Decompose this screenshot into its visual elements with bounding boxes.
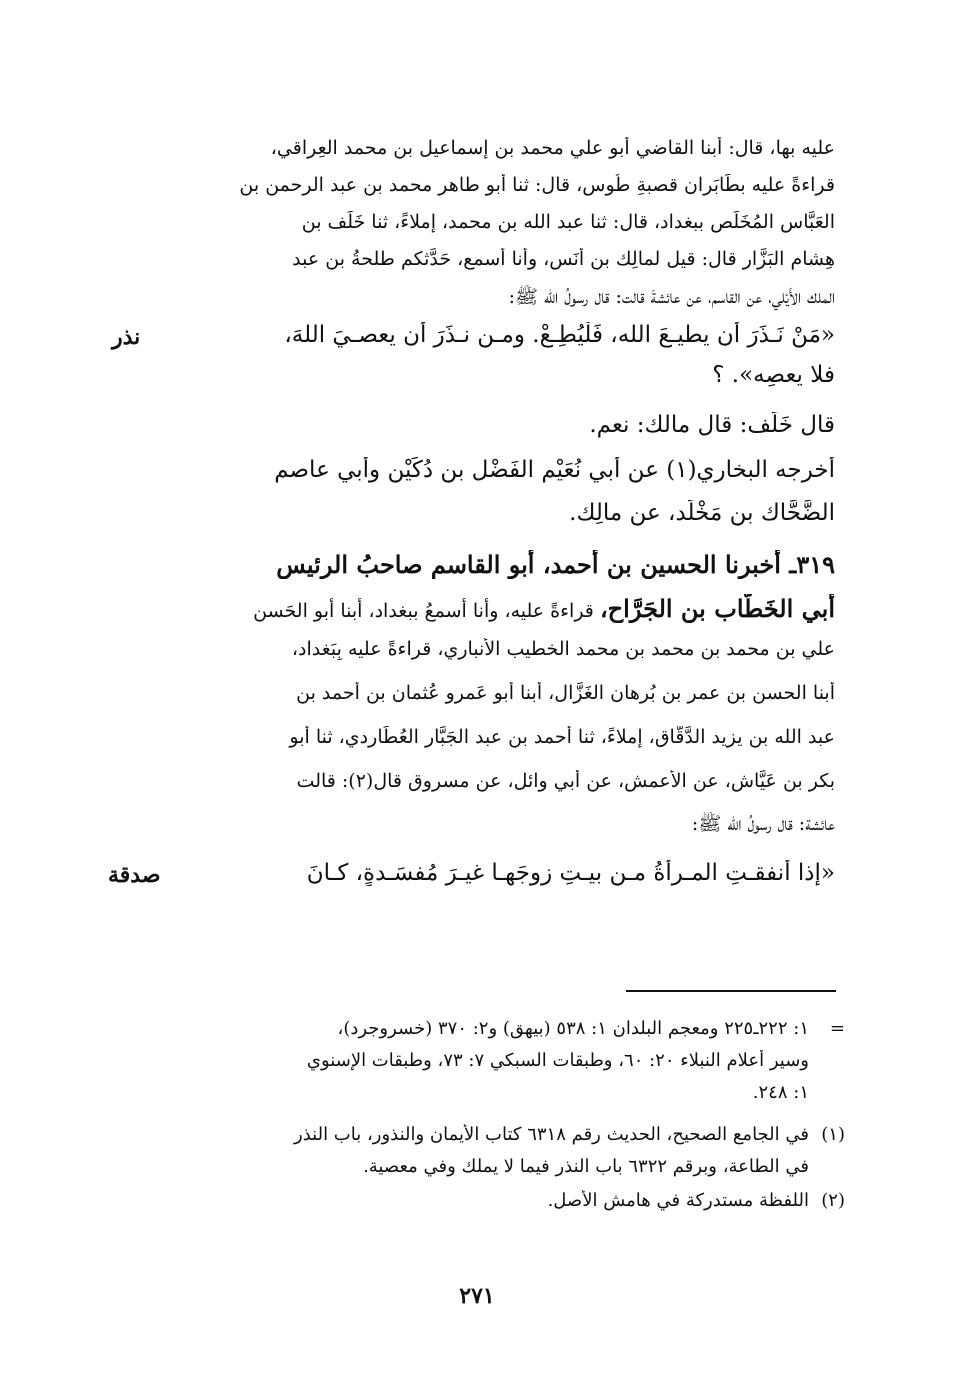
text-line: قال خَلَف: قال مالك: نعم. <box>589 412 835 438</box>
heading-bold-name: أبي الخَطَّاب بن الجَرَّاح، <box>599 594 835 623</box>
footnote-line: ١: ٢٤٨. <box>752 1082 809 1103</box>
footnote-number: (٢) <box>821 1190 845 1211</box>
margin-keyword: نذر <box>112 324 141 350</box>
text-line: الضَّحَّاك بن مَخْلَد، عن مالِك. <box>569 500 835 526</box>
footnote-line: وسير أعلام النبلاء ٢٠: ٦٠، وطبقات السبكي ٧: ٧٣، وطبقات الإسنوي <box>306 1050 809 1071</box>
footnote-1: (١)في الجامع الصحيح، الحديث رقم ٦٣١٨ كتاب الأيمان والنذور، باب النذر <box>294 1124 845 1145</box>
footnote-rule <box>626 990 836 992</box>
text-line: بكر بن عَيَّاش، عن الأعمش، عن أبي وائل، عن مسروق قال(٢): قالت <box>296 770 835 792</box>
section-heading: ٣١٩ـ أخبرنا الحسين بن أحمد، أبو القاسم صاحبُ الرئيسِ <box>276 550 835 579</box>
hadith-line: فلا يعصِه». ؟ <box>712 362 835 388</box>
text-line: هِشام البَزَّار قال: قيل لمالِك بن أَنَس، وأنا أسمع، حَدَّثكم طلحةُ بن عبد <box>292 248 835 270</box>
footnote-number: (١) <box>821 1124 845 1145</box>
text-line: الملك الأَيْلي، عن القاسم، عن عائشةَ قالت: قال رسولُ الله ﷺ: <box>508 286 835 308</box>
footnote-line: في الطاعة، وبرقم ٦٣٢٢ باب النذر فيما لا يملك وفي معصية. <box>363 1156 809 1177</box>
margin-keyword: صدقة <box>108 862 161 888</box>
footnote-2: (٢)اللفظة مستدركة في هامش الأصل. <box>547 1190 845 1211</box>
text-line: قراءةً عليه بطَابَران قصبةِ طُوس، قال: ثنا أبو طاهر محمد بن عبد الرحمن بن <box>239 174 835 196</box>
text-line: عائشة: قال رسولُ الله ﷺ: <box>691 813 835 835</box>
text-line: أبنا الحسن بن عمر بن بُرهان الغَزَّال، أبنا أبو عَمرو عُثمان بن أحمد بن <box>296 682 835 704</box>
text-line: أخرجه البخاري(١) عن أبي نُعَيْم الفَضْل بن دُكَيْن وأبي عاصم <box>274 457 835 483</box>
hadith-line: «مَنْ نَـذَرَ أن يطيـعَ الله، فَلْيُطِـعْ. ومـن نـذَرَ أن يعصـيَ اللهَ، <box>284 322 835 348</box>
hadith-line: «إذا أنفقـتِ المـرأةُ مـن بيـتِ زوجَهـا غيـرَ مُفسَـدةٍ، كـانَ <box>306 860 835 886</box>
text-line: عبد الله بن يزيد الدَّقَّاق، إملاءً، ثنا أحمد بن عبد الجَبَّار العُطَاردي، ثنا أبو <box>289 726 835 748</box>
text-line: علي بن محمد بن محمد بن محمد الخطيب الأنباري، قراءةً عليه بِبَغداد، <box>291 638 835 660</box>
page-number: ٢٧١ <box>459 1283 495 1309</box>
heading-rest: قراءةً عليه، وأنا أسمعُ ببغداد، أبنا أبو الحَسن <box>253 600 600 622</box>
footnote-continuation: =١: ٢٢٢ـ٢٢٥ ومعجم البلدان ١: ٥٣٨ (بيهق) و٢: ٣٧٠ (خسروجرد)، <box>337 1018 845 1039</box>
continuation-mark: = <box>829 1018 845 1039</box>
text-line: العَبَّاس المُخَلِّص ببغداد، قال: ثنا عبد الله بن محمد، إملاءً، ثنا خَلَف بن <box>301 211 835 233</box>
text-line <box>215 594 835 623</box>
text-line: عليه بها، قال: أبنا القاضي أبو علي محمد بن إسماعيل بن محمد العِراقي، <box>270 137 835 159</box>
